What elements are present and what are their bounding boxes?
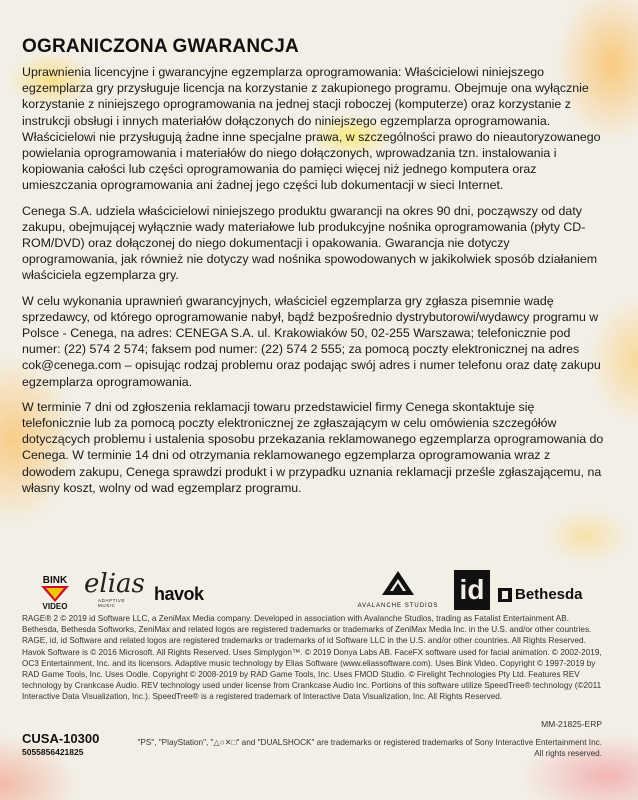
elias-subtitle: ADAPTIVE MUSIC	[98, 598, 126, 608]
manual-code: MM-21825-ERP	[541, 719, 602, 729]
bink-bottom-text: VIDEO	[42, 602, 68, 610]
page-title: OGRANICZONA GWARANCJA	[22, 36, 299, 57]
id-wordmark: id	[459, 574, 485, 605]
paragraph-license: Uprawnienia licencyjne i gwarancyjne egzemplarza oprogramowania: Właścicielowi niniejszego egzemplarza gry przysługuje licencja na korzystanie z zakupionego programu. Obejmuje ona wyłącznie korzystanie z niniejszego oprogramowania na jednej stacji roboczej (komputerze) oraz korzystanie z instrukcji obsługi i innych materiałów dołączonych do niniejszego egzemplarza oprogramowania. Właścicielowi nie przysługują żadne inne specjalne prawa, w szczególności prawo do nieautoryzowanego powielania oprogramowania i materiałów do niego dołączonych, wprowadzania tzn. instalowania i kopiowania całości lub części oprogramowania do pamięci więcej niż jednego komputera oraz umieszczania oprogramowania ani żadnej jego części lub dokumentacji w sieci Internet.	[22, 65, 601, 193]
barcode-number: 5055856421825	[22, 747, 84, 757]
bethesda-logo	[498, 586, 602, 608]
sony-trademark-notice: "PS", "PlayStation", "△○✕□" and "DUALSHOCK" are trademarks or registered trademarks of Sony Interactive Entertainment Inc. All rights reserved.	[137, 738, 602, 759]
paragraph-claim-resolution: W terminie 7 dni od zgłoszenia reklamacji towaru przedstawiciel firmy Cenega skontaktuje się telefonicznie lub za pomocą poczty elektronicznej ze zgłaszającym w celu omówienia szczegółów dotyczących problemu i ustalenia sposobu przekazania reklamowanego egzemplarza oprogramowania do Cenega. W terminie 14 dni od otrzymania reklamowanego egzemplarza oprogramowania wraz z dowodem zakupu, Cenega sprawdzi produkt i w przypadku uznania reklamacji prześle zgłaszającemu, na własny koszt, wolny od wad egzemplarz programu.	[22, 399, 604, 495]
elias-wordmark: elias	[84, 569, 145, 599]
paragraph-claim-procedure: W celu wykonania uprawnień gwarancyjnych, właściciel egzemplarza gry zgłasza pisemnie wadę sprzedawcy, od którego oprogramowanie nabył, bądź bezpośrednio dystrybutorowi/wydawcy programu w Polsce - Cenega, na adres: CENEGA S.A. ul. Krakowiaków 50, 02-255 Warszawa; telefonicznie pod numer: (22) 574 2 574; faksem pod numer: (22) 574 2 555; za pomocą poczty elektronicznej na adres cok@cenega.com – opisując rodzaj problemu oraz podając swój adres i numer telefonu oraz datę zakupu egzemplarza oprogramowania.	[22, 293, 601, 389]
havok-wordmark: havok	[154, 584, 204, 604]
bink-video-logo	[36, 572, 74, 610]
product-code: CUSA-10300	[22, 731, 100, 746]
bethesda-mark-icon	[498, 588, 512, 602]
avalanche-studios-logo	[356, 570, 440, 612]
elias-logo	[84, 570, 144, 610]
logo-strip	[36, 570, 602, 612]
avalanche-mountain-icon	[380, 570, 416, 596]
havok-logo	[154, 584, 224, 608]
avalanche-wordmark: AVALANCHE STUDIOS	[357, 603, 439, 609]
legal-notice: RAGE® 2 © 2019 id Software LLC, a ZeniMax Media company. Developed in association with Avalanche Studios, trading as Fatalist Entertainment AB. Bethesda, Bethesda Softworks, ZeniMax and related logos are registered trademarks or trademarks of ZeniMax Media Inc. in the U.S. and/or other countries. RAGE, id, id Software and related logos are registered trademarks or trademarks of id Software LLC in the U.S. and/or other countries. All Rights Reserved. Havok Software is © 2016 Microsoft. All Rights Reserved. Uses Simplygon™. © 2019 Donya Labs AB. FaceFX software used for facial animation. © 2002-2019, OC3 Entertainment, Inc. and its licensors. Adaptive music technology by Elias Software (www.eliassoftware.com). Uses Bink Video. Copyright © 1997-2019 by RAD Game Tools, Inc. Uses Oodle. Copyright © 2008-2019 by RAD Game Tools, Inc. Uses FMOD Studio. © Firelight Technologies Pty Ltd. Features REV technology by Crankcase Audio. REV technology used under license from Crankcase Audio Inc. Portions of this software utilize SpeedTree® technology (©2011 Interactive Data Visualization, Inc.). SpeedTree® is a registered trademark of Interactive Data Visualization, Inc. All Rights Reserved.	[22, 614, 602, 702]
id-software-logo	[454, 570, 490, 610]
paragraph-warranty-period: Cenega S.A. udziela właścicielowi niniejszego produktu gwarancji na okres 90 dni, począwszy od daty zakupu, obejmującej wyłącznie wady materiałowe lub produkcyjne nośnika oprogramowania (płyty CD-ROM/DVD) oraz dołączonej do niego dokumentacji i opakowania. Gwarancja nie dotyczy oprogramowania, jak również nie dotyczy wad nośnika spowodowanych w jakikolwiek sposób działaniem właściciela egzemplarza gry.	[22, 203, 598, 283]
bethesda-wordmark: Bethesda	[515, 586, 583, 603]
warranty-section	[22, 36, 606, 505]
bink-top-text: BINK	[42, 575, 68, 586]
